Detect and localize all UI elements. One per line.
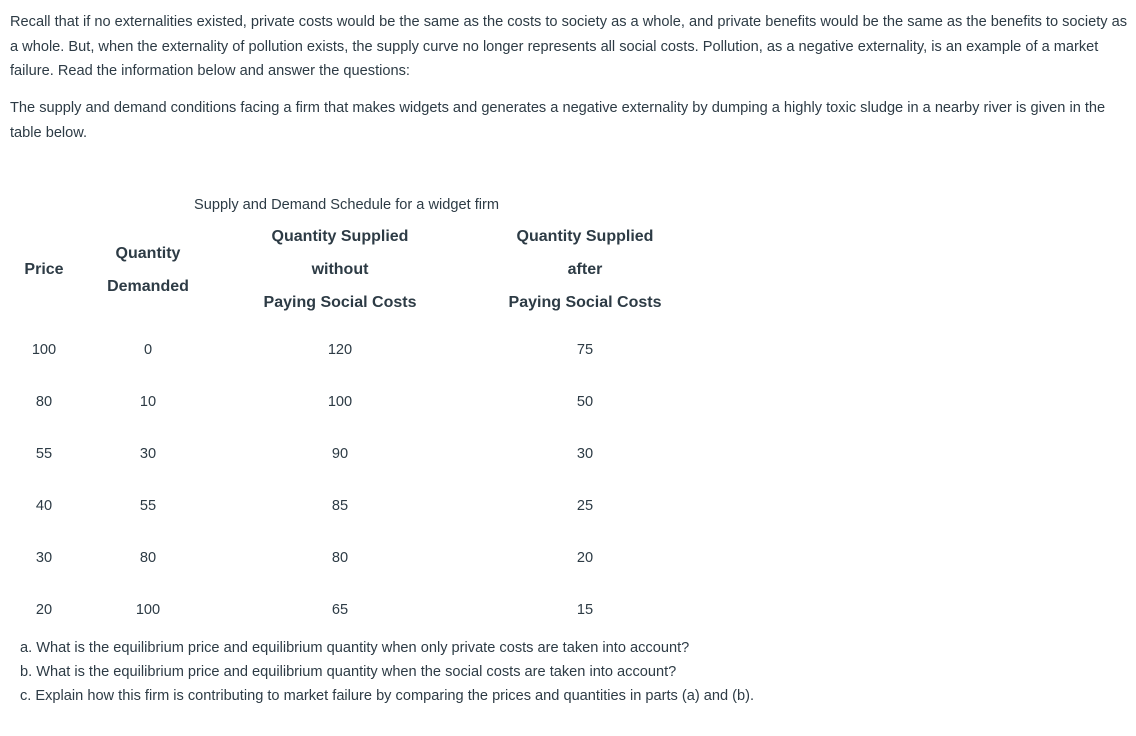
price-cell: 20 xyxy=(35,602,53,618)
table-row xyxy=(0,338,700,390)
qs-without-cell: 120 xyxy=(327,342,353,358)
header-qd-line1: Quantity xyxy=(115,245,181,262)
quantity-demanded-cell: 80 xyxy=(139,550,157,566)
price-cell: 80 xyxy=(35,394,53,410)
header-qd-line2: Demanded xyxy=(107,278,189,295)
table-row xyxy=(0,494,700,546)
table-caption: Supply and Demand Schedule for a widget firm xyxy=(194,197,500,213)
qs-after-cell: 25 xyxy=(576,498,594,514)
header-qs-after-social-costs xyxy=(490,220,680,319)
qs-after-cell: 15 xyxy=(576,602,594,618)
qs-after-cell: 20 xyxy=(576,550,594,566)
question-c: c. Explain how this firm is contributing to market failure by comparing the prices and quantities in parts (a) and (b). xyxy=(20,688,755,704)
context-paragraph: The supply and demand conditions facing a firm that makes widgets and generates a negative externality by dumping a highly toxic sludge in a nearby river is given in the table below. xyxy=(10,100,1106,141)
intro-paragraph: Recall that if no externalities existed, private costs would be the same as the costs to society as a whole, and private benefits would be the same as the benefits to society as a whole. But, when the externality of pollution exists, the supply curve no longer represents all social costs. Pollution, as a negative externality, is an example of a market failure. Read the information below and answer the questions: xyxy=(10,14,1128,79)
header-qs-without-social-costs xyxy=(240,220,440,319)
qs-without-cell: 100 xyxy=(327,394,353,410)
question-b: b. What is the equilibrium price and equilibrium quantity when the social costs are taken into account? xyxy=(20,664,677,680)
header-quantity-demanded xyxy=(88,237,208,303)
header-qs2-line2: after xyxy=(567,261,603,278)
table-body xyxy=(0,338,700,650)
qs-without-cell: 80 xyxy=(331,550,349,566)
header-price xyxy=(14,253,74,286)
qs-after-cell: 50 xyxy=(576,394,594,410)
questions-list xyxy=(20,636,1120,708)
price-cell: 55 xyxy=(35,446,53,462)
qs-without-cell: 65 xyxy=(331,602,349,618)
qs-without-cell: 90 xyxy=(331,446,349,462)
quantity-demanded-cell: 30 xyxy=(139,446,157,462)
price-cell: 40 xyxy=(35,498,53,514)
price-cell: 30 xyxy=(35,550,53,566)
quantity-demanded-cell: 100 xyxy=(135,602,161,618)
qs-without-cell: 85 xyxy=(331,498,349,514)
header-qs2-line3: Paying Social Costs xyxy=(508,294,662,311)
quantity-demanded-cell: 0 xyxy=(143,342,153,358)
table-row xyxy=(0,546,700,598)
price-cell: 100 xyxy=(31,342,57,358)
header-qs1-line1: Quantity Supplied xyxy=(271,228,409,245)
quantity-demanded-cell: 10 xyxy=(139,394,157,410)
table-row xyxy=(0,390,700,442)
table-row xyxy=(0,442,700,494)
header-price-label: Price xyxy=(24,261,64,278)
header-qs2-line1: Quantity Supplied xyxy=(516,228,654,245)
qs-after-cell: 75 xyxy=(576,342,594,358)
question-a: a. What is the equilibrium price and equilibrium quantity when only private costs are taken into account? xyxy=(20,640,690,656)
header-qs1-line3: Paying Social Costs xyxy=(263,294,417,311)
qs-after-cell: 30 xyxy=(576,446,594,462)
header-qs1-line2: without xyxy=(311,261,369,278)
quantity-demanded-cell: 55 xyxy=(139,498,157,514)
